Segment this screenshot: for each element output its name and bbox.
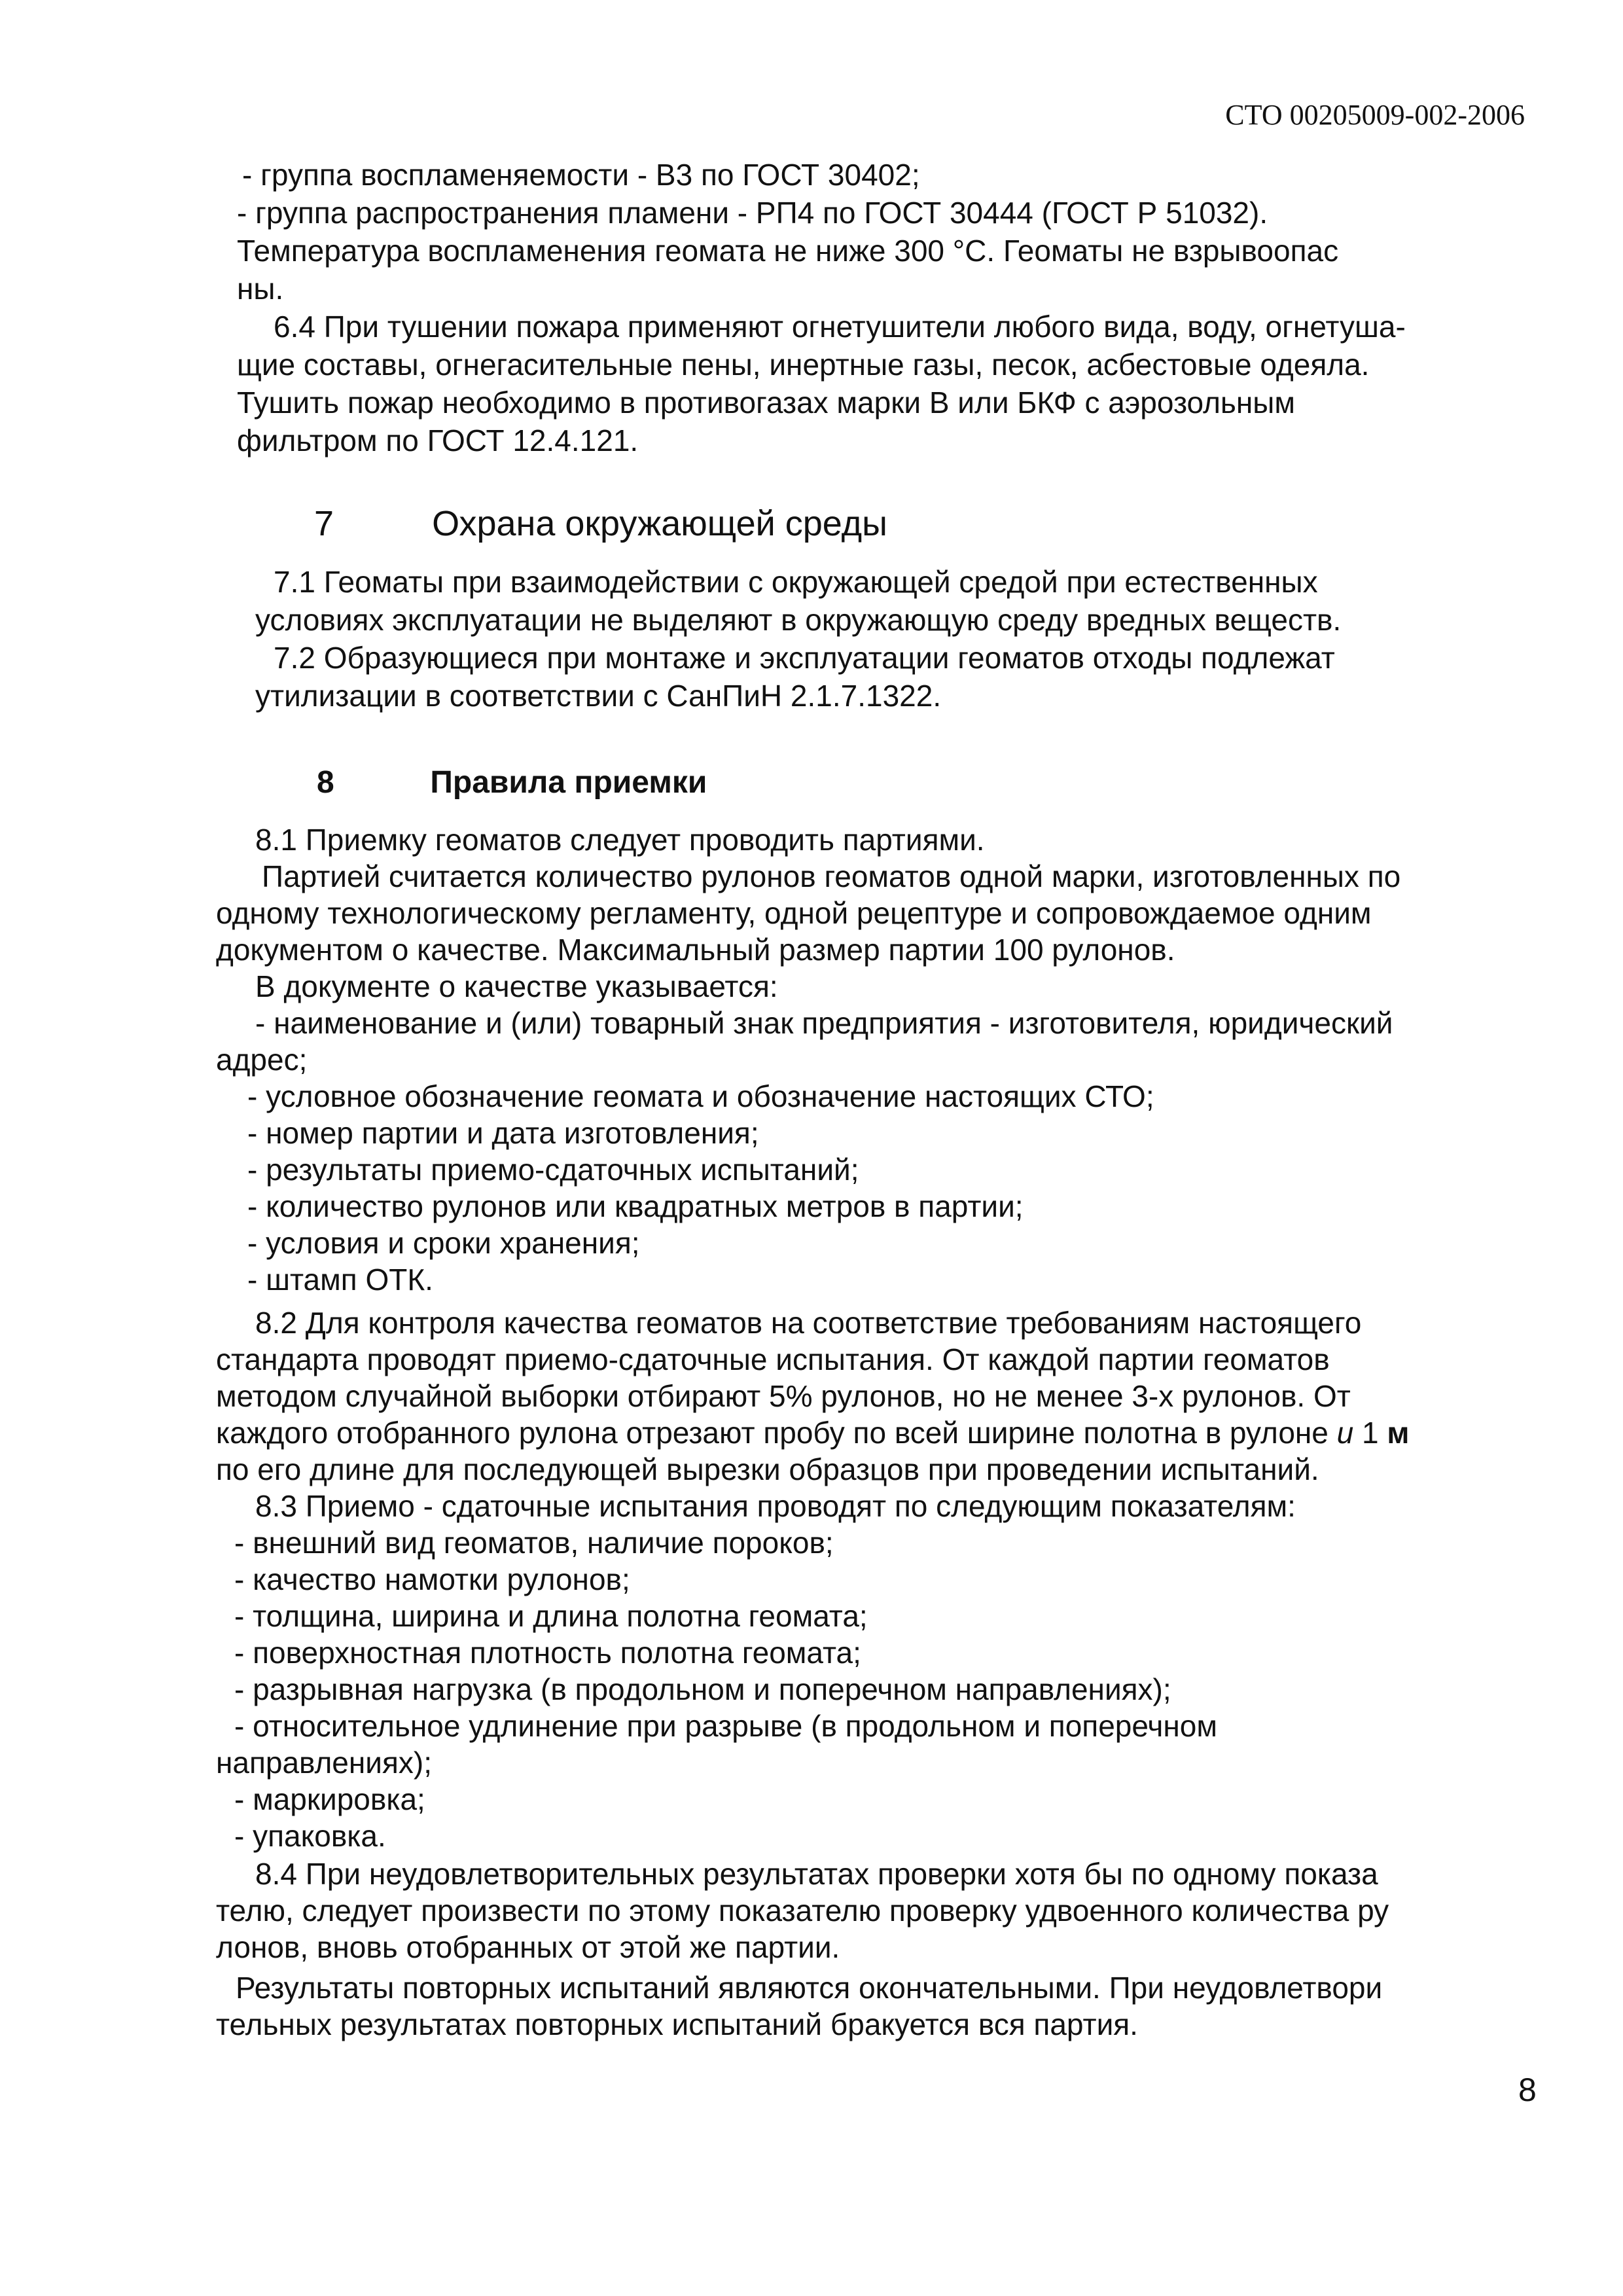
list-item: - качество намотки рулонов; (234, 1562, 630, 1596)
section-7-heading (314, 504, 887, 543)
text-line: 6.4 При тушении пожара применяют огнетушители любого вида, воду, огнетуша- (274, 310, 1406, 344)
list-item: - условное обозначение геомата и обозначение настоящих СТО; (247, 1079, 1154, 1113)
text-line: щие составы, огнегасительные пены, инертные газы, песок, асбестовые одеяла. (237, 348, 1370, 382)
section-title: Охрана окружающей среды (432, 504, 887, 543)
list-item: - толщина, ширина и длина полотна геомата; (234, 1599, 868, 1633)
text-line: тельных результатах повторных испытаний бракуется вся партия. (216, 2007, 1138, 2041)
page-number: 8 (1518, 2072, 1537, 2108)
text-line: фильтром по ГОСТ 12.4.121. (237, 423, 639, 457)
text-line: Тушить пожар необходимо в противогазах марки В или БКФ с аэрозольным (237, 386, 1295, 420)
list-item: - условия и сроки хранения; (247, 1226, 640, 1260)
text-line: методом случайной выборки отбирают 5% рулонов, но не менее 3-х рулонов. От (216, 1379, 1351, 1413)
list-item: - поверхностная плотность полотна геомата; (234, 1636, 861, 1670)
italic-letter: и (1336, 1416, 1354, 1450)
list-item: - номер партии и дата изготовления; (247, 1116, 759, 1150)
section-title: Правила приемки (430, 765, 707, 800)
text-line: 8.4 При неудовлетворительных результатах проверки хотя бы по одному показа (255, 1857, 1378, 1891)
text-segment: каждого отобранного рулона отрезают пробу по всей ширине полотна в рулоне (216, 1416, 1337, 1450)
text-line: утилизации в соответствии с СанПиН 2.1.7.1322. (255, 679, 942, 713)
text-line: одному технологическому регламенту, одной рецептуре и сопровождаемое одним (216, 896, 1372, 930)
list-item: - разрывная нагрузка (в продольном и поперечном направлениях); (234, 1672, 1171, 1706)
text-line: - группа распространения пламени - РП4 по ГОСТ 30444 (ГОСТ Р 51032). (237, 196, 1268, 230)
section-number: 8 (317, 765, 334, 800)
text-line: лонов, вновь отобранных от этой же партии. (216, 1930, 840, 1964)
text-line: 8.1 Приемку геоматов следует проводить партиями. (255, 823, 985, 857)
text-line: 8.2 Для контроля качества геоматов на соответствие требованиям настоящего (255, 1306, 1362, 1340)
list-item: - результаты приемо-сдаточных испытаний; (247, 1153, 859, 1187)
text-line: В документе о качестве указывается: (255, 969, 778, 1003)
list-item: - упаковка. (234, 1819, 386, 1853)
text-line: по его длине для последующей вырезки образцов при проведении испытаний. (216, 1452, 1319, 1486)
section-8-heading (317, 764, 707, 801)
text-segment: 1 (1353, 1416, 1387, 1450)
text-line: стандарта проводят приемо-сдаточные испытания. От каждой партии геоматов (216, 1342, 1330, 1376)
bold-unit: м (1387, 1416, 1410, 1450)
text-line (216, 1415, 1409, 1450)
text-line: 7.2 Образующиеся при монтаже и эксплуатации геоматов отходы подлежат (274, 641, 1335, 675)
list-item: - маркировка; (234, 1782, 425, 1816)
text-line: ны. (237, 272, 284, 306)
text-line: условиях эксплуатации не выделяют в окружающую среду вредных веществ. (255, 603, 1342, 637)
text-line: адрес; (216, 1043, 308, 1077)
list-item: - внешний вид геоматов, наличие пороков; (234, 1526, 834, 1560)
section-number: 7 (314, 504, 334, 543)
text-line: документом о качестве. Максимальный размер партии 100 рулонов. (216, 933, 1175, 967)
document-code-header: СТО 00205009-002-2006 (1225, 99, 1525, 131)
text-line: 7.1 Геоматы при взаимодействии с окружающей средой при естественных (274, 565, 1318, 599)
text-line: - группа воспламеняемости - В3 по ГОСТ 30402; (242, 158, 920, 192)
text-line: - наименование и (или) товарный знак предприятия - изготовителя, юридический (255, 1006, 1393, 1040)
text-line: телю, следует произвести по этому показателю проверку удвоенного количества ру (216, 1893, 1389, 1928)
text-line: 8.3 Приемо - сдаточные испытания проводят по следующим показателям: (255, 1489, 1296, 1523)
list-item: - количество рулонов или квадратных метров в партии; (247, 1189, 1024, 1223)
list-item: - штамп ОТК. (247, 1263, 433, 1297)
list-item: - относительное удлинение при разрыве (в продольном и поперечном (234, 1709, 1218, 1743)
text-line: Температура воспламенения геомата не ниже 300 °С. Геоматы не взрывоопас (237, 234, 1339, 268)
text-line: Партией считается количество рулонов геоматов одной марки, изготовленных по (262, 859, 1401, 893)
text-line: Результаты повторных испытаний являются окончательными. При неудовлетвори (236, 1971, 1383, 2005)
text-line: направлениях); (216, 1746, 432, 1780)
